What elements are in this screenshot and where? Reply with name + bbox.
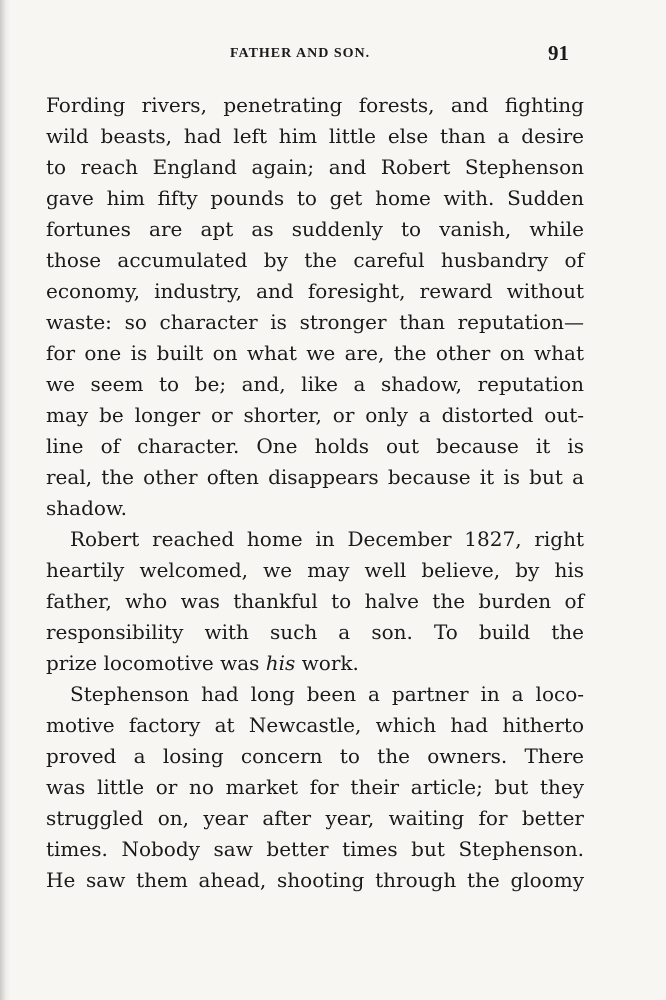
text-line: heartily welcomed, we may well believe, by his [46,558,584,582]
text-line: responsibility with such a son. To build the [46,620,584,644]
text-line: economy, industry, and foresight, reward without [46,279,584,303]
scan-shadow-edge [0,0,10,1000]
text-line: shadow. [46,496,128,520]
text-line [46,648,584,679]
text-run: work. [295,651,359,675]
text-line: waste: so character is stronger than reputation— [46,310,584,334]
text-line: He saw them ahead, shooting through the gloomy [46,868,584,892]
body-text [46,90,584,896]
text-line: times. Nobody saw better times but Stephenson. [46,837,584,861]
text-line: wild beasts, had left him little else than a desire [46,124,584,148]
running-title: FATHER AND SON. [230,46,371,61]
text-line: those accumulated by the careful husbandry of [46,248,584,272]
text-line: to reach England again; and Robert Stephenson [46,155,584,179]
text-line: father, who was thankful to halve the burden of [46,589,584,613]
text-line: for one is built on what we are, the other on what [46,341,584,365]
text-line: fortunes are apt as suddenly to vanish, while [46,217,584,241]
text-line: line of character. One holds out because it is [46,434,584,458]
text-line: we seem to be; and, like a shadow, reputation [46,372,584,396]
page-number: 91 [548,41,569,65]
text-run: prize locomotive was [46,651,266,675]
text-line: proved a losing concern to the owners. There [46,744,584,768]
text-line: may be longer or shorter, or only a distorted out- [46,403,584,427]
text-line: Robert reached home in December 1827, right [70,527,584,551]
text-line: real, the other often disappears because it is but a [46,465,584,489]
text-line: gave him fifty pounds to get home with. Sudden [46,186,584,210]
text-line: motive factory at Newcastle, which had hitherto [46,713,584,737]
text-line: was little or no market for their article; but they [46,775,584,799]
text-line: Stephenson had long been a partner in a loco- [70,682,584,706]
text-line: struggled on, year after year, waiting for better [46,806,584,830]
emphasis-text: his [265,651,296,675]
text-line: Fording rivers, penetrating forests, and fighting [46,93,584,117]
